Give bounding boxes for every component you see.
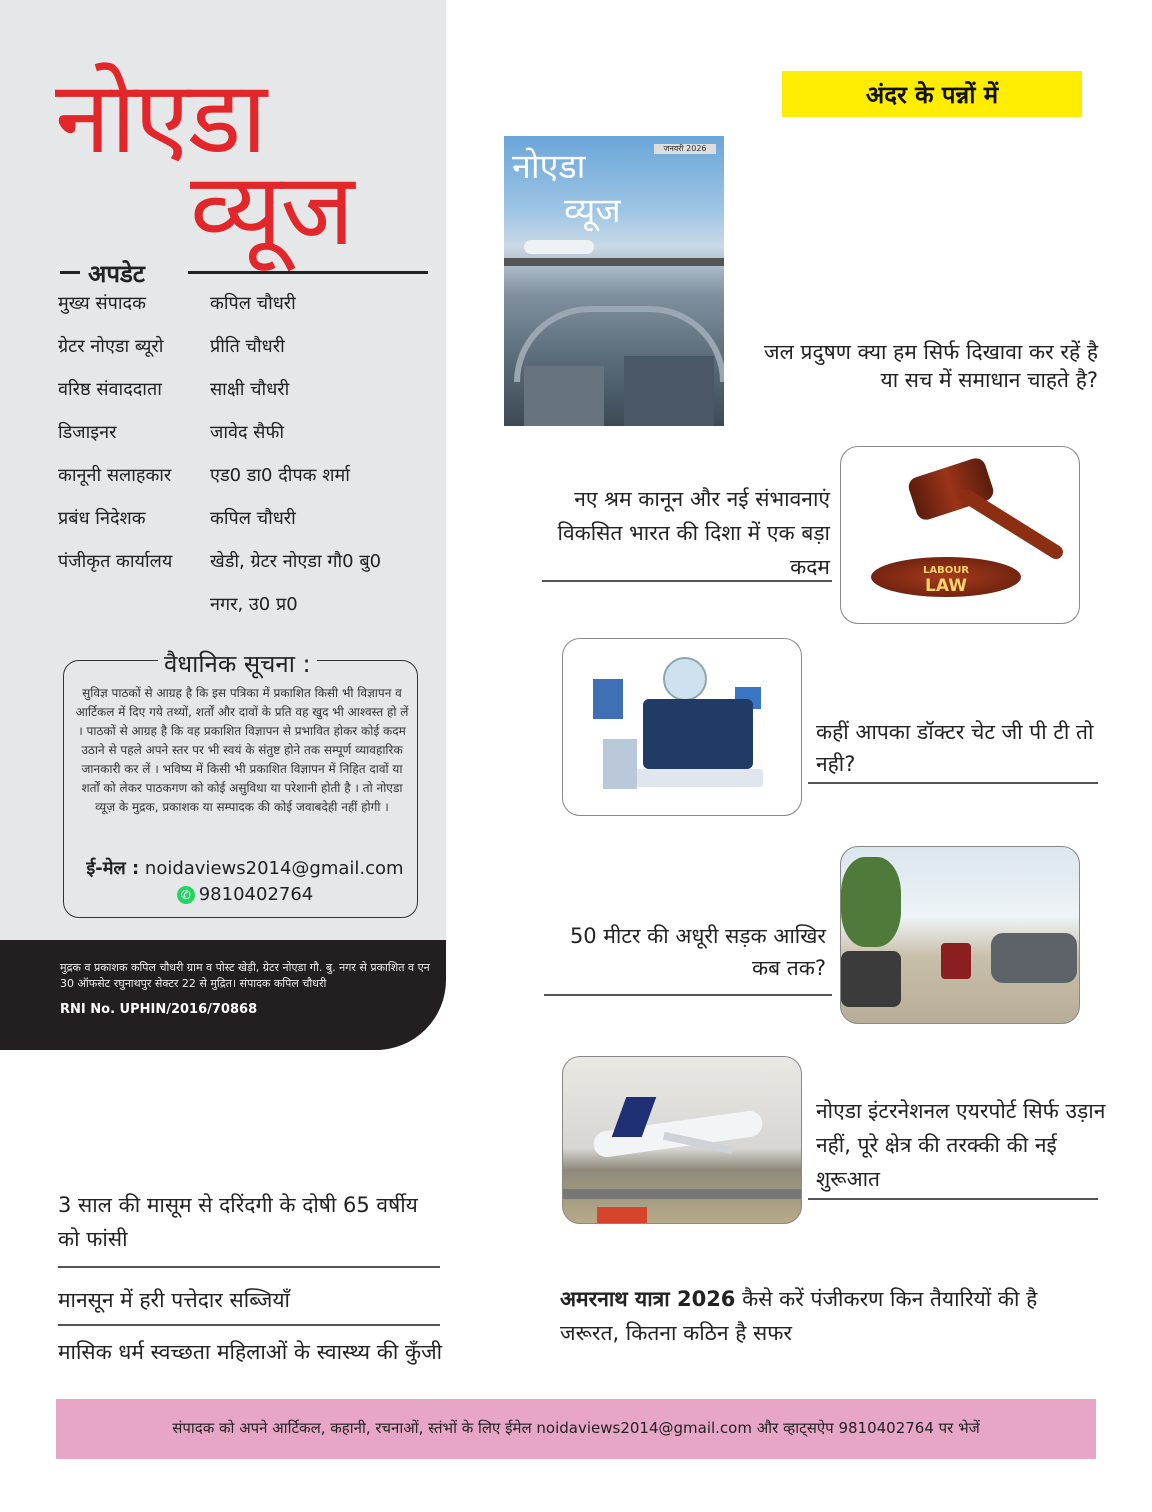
story-incomplete-road[interactable]: 50 मीटर की अधूरी सड़क आखिर कब तक? bbox=[569, 924, 826, 980]
story-death-sentence[interactable]: 3 साल की मासूम से दरिंदगी के दोषी 65 वर्षीय को फांसी bbox=[58, 1193, 418, 1251]
divider bbox=[808, 782, 1098, 784]
cover-building bbox=[524, 366, 604, 426]
story-water-pollution[interactable]: जल प्रदुषण क्या हम सिर्फ दिखावा कर रहें है या सच में समाधान चाहते है? bbox=[764, 340, 1098, 392]
e-rickshaw bbox=[941, 943, 971, 979]
road-traffic-image bbox=[840, 846, 1080, 1024]
staff-name: नगर, उ0 प्र0 bbox=[210, 594, 298, 615]
story-amarnath-yatra[interactable] bbox=[560, 1282, 1100, 1350]
divider bbox=[544, 994, 832, 996]
inside-pages-label: अंदर के पन्नों में bbox=[865, 81, 999, 109]
legal-notice-text: सुविज्ञ पाठकों से आग्रह है कि इस पत्रिका में प्रकाशित किसी भी विज्ञापन व आर्टिकल में दिए गये तथ्यों, शर्तों और दावों के प्रति वह खुद भी आश्वस्त हो लें । पाठकों से आग्रह है कि वह प्रकाशित विज्ञापन से प्रभावित होकर कोई कदम उठाने से पहले अपने स्तर पर भी स्वयं के संतुष्ट होने तक सम्पूर्ण व्यावहारिक जानकारी कर लें । भविष्य में किसी भी प्रकाशित विज्ञापन में निहित दावों या शर्तों को लेकर पाठकगण को कोई असुविधा या परेशानी होती है । तो नोएडा व्यूज़ के मुद्रक, प्रकाशक या सम्पादक की कोई जवाबदेही नहीं होगी । bbox=[75, 686, 409, 814]
publisher-text: मुद्रक व प्रकाशक कपिल चौधरी ग्राम व पोस्ट खेड़ी, ग्रेटर नोएडा गौ. बु. नगर से प्रकाशित व एन 30 ऑफसेट रघुनाथपुर सेक्टर 22 से मुद्रित। संपादक कपिल चौधरी bbox=[60, 961, 430, 990]
law-label: LAW bbox=[925, 576, 967, 596]
car bbox=[841, 951, 901, 1007]
staff-row bbox=[58, 334, 438, 364]
staff-role: प्रबंध निदेशक bbox=[58, 508, 146, 529]
document-icon bbox=[593, 679, 623, 719]
logo-title-line2: व्यूज bbox=[190, 151, 353, 268]
staff-row bbox=[58, 592, 438, 622]
divider bbox=[58, 1266, 440, 1268]
publisher-block bbox=[0, 940, 446, 1050]
divider bbox=[542, 580, 832, 582]
divider bbox=[808, 1198, 1098, 1200]
logo-title-line1: नोएडा bbox=[55, 59, 266, 176]
cover-airplane bbox=[524, 240, 594, 254]
staff-row bbox=[58, 377, 438, 407]
footer-submission-note: संपादक को अपने आर्टिकल, कहानी, रचनाओं, स्तंभों के लिए ईमेल noidaviews2014@gmail.com और व्हाट्सऐप 9810402764 पर भेजें bbox=[172, 1419, 980, 1437]
cover-runway bbox=[504, 258, 724, 266]
story-menstrual-hygiene[interactable]: मासिक धर्म स्वच्छता महिलाओं के स्वास्थ्य की कुँजी bbox=[58, 1340, 443, 1364]
staff-row bbox=[58, 463, 438, 493]
cover-title-line1: नोएडा bbox=[512, 147, 586, 187]
cover-building bbox=[624, 356, 714, 426]
contact-phone bbox=[80, 884, 410, 905]
email-address[interactable]: noidaviews2014@gmail.com bbox=[144, 858, 404, 879]
labour-law-label bbox=[901, 565, 991, 596]
staff-role: ग्रेटर नोएडा ब्यूरो bbox=[58, 336, 164, 357]
staff-name: एड0 डा0 दीपक शर्मा bbox=[210, 465, 350, 486]
laptop-icon bbox=[643, 699, 753, 769]
keyboard-icon bbox=[633, 769, 763, 787]
legal-notice-title: वैधानिक सूचना : bbox=[158, 647, 317, 680]
story-chatgpt-doctor[interactable]: कहीं आपका डॉक्टर चेट जी पी टी तो नही? bbox=[816, 720, 1094, 776]
staff-role: कानूनी सलाहकार bbox=[58, 465, 172, 486]
cover-title-line2: व्यूज bbox=[564, 191, 621, 231]
staff-name: कपिल चौधरी bbox=[210, 508, 296, 529]
update-divider bbox=[60, 257, 370, 287]
labour-label: LABOUR bbox=[922, 565, 970, 576]
staff-name: जावेद सैफी bbox=[210, 422, 285, 443]
car bbox=[991, 933, 1077, 983]
staff-name: साक्षी चौधरी bbox=[210, 379, 290, 400]
phone-number[interactable]: 9810402764 bbox=[198, 884, 314, 905]
story-monsoon-vegetables[interactable]: मानसून में हरी पत्तेदार सब्जियाँ bbox=[58, 1288, 290, 1312]
staff-role: पंजीकृत कार्यालय bbox=[58, 551, 173, 572]
whatsapp-icon: ✆ bbox=[177, 886, 195, 904]
staff-row bbox=[58, 506, 438, 536]
staff-row bbox=[58, 291, 438, 321]
runway bbox=[563, 1189, 801, 1199]
runway-barrier bbox=[597, 1207, 647, 1223]
labour-law-gavel-image bbox=[840, 446, 1080, 624]
ai-doctor-illustration bbox=[562, 638, 802, 816]
amarnath-text: कैसे करें पंजीकरण किन तैयारियों की है जरूरत, कितना कठिन है सफर bbox=[560, 1287, 1038, 1345]
contact-email bbox=[80, 856, 410, 880]
email-label: ई-मेल : bbox=[86, 858, 140, 879]
cover-date: जनवरी 2026 bbox=[654, 144, 716, 154]
staff-role: डिजाइनर bbox=[58, 422, 117, 443]
magazine-cover-image bbox=[504, 136, 724, 426]
staff-row bbox=[58, 420, 438, 450]
staff-role: वरिष्ठ संवाददाता bbox=[58, 379, 162, 400]
airport-plane-image bbox=[562, 1056, 802, 1224]
amarnath-title: अमरनाथ यात्रा 2026 bbox=[560, 1287, 736, 1311]
staff-role: मुख्य संपादक bbox=[58, 293, 146, 314]
story-labour-law[interactable]: नए श्रम कानून और नई संभावनाएं विकसित भारत की दिशा में एक बड़ा कदम bbox=[557, 487, 830, 579]
staff-row bbox=[58, 549, 438, 579]
divider bbox=[58, 1324, 440, 1326]
staff-name: प्रीति चौधरी bbox=[210, 336, 285, 357]
gavel-handle bbox=[956, 486, 1065, 561]
tree bbox=[841, 857, 901, 947]
divider-line-right bbox=[188, 271, 428, 274]
rni-number: RNI No. UPHIN/2016/70868 bbox=[60, 1002, 258, 1017]
staff-name: खेडी, ग्रेटर नोएडा गौ0 बु0 bbox=[210, 551, 382, 572]
update-label: अपडेट bbox=[88, 260, 145, 288]
server-icon bbox=[603, 739, 637, 789]
divider-line-left bbox=[60, 271, 80, 274]
staff-name: कपिल चौधरी bbox=[210, 293, 296, 314]
story-noida-airport[interactable]: नोएडा इंटरनेशनल एयरपोर्ट सिर्फ उड़ान नहीं, पूरे क्षेत्र की तरक्की की नई शुरूआत bbox=[816, 1099, 1106, 1191]
robot-icon bbox=[663, 657, 707, 701]
